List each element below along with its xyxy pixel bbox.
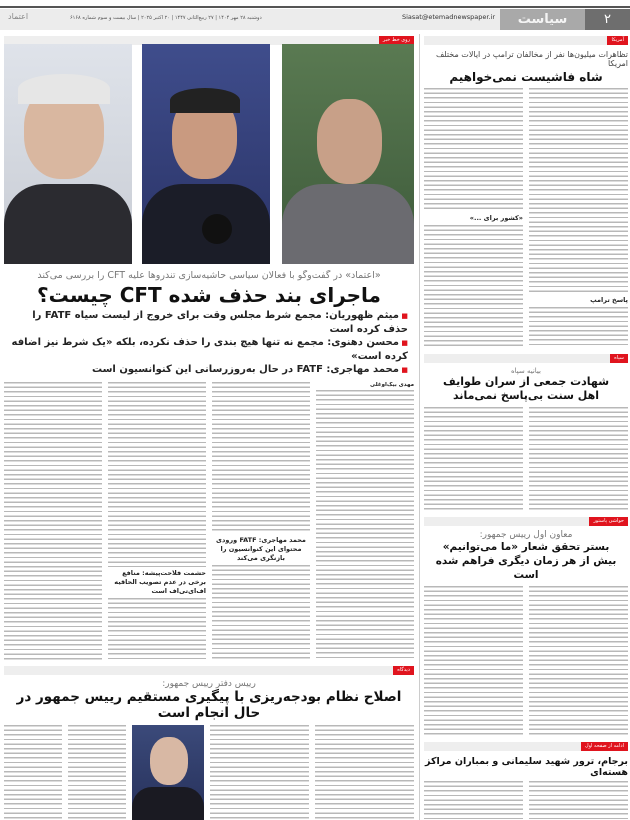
continued-headline: برجام، ترور شهید سلیمانی و بمباران مراکز هسته‌ای <box>425 756 628 778</box>
sepah-headline: شهادت جمعی از سران طوایف اهل سنت بی‌پاسخ نمی‌ماند <box>442 375 610 402</box>
bottom-body <box>4 725 414 820</box>
body-text-column <box>4 725 62 820</box>
photo-mohajeri <box>4 44 132 264</box>
america-tag-bar <box>424 36 628 45</box>
pasteur-body <box>424 586 628 737</box>
body-text-column <box>210 725 309 820</box>
byline: مهدی بیک‌اوغلی <box>370 382 414 388</box>
bottom-story <box>4 666 414 820</box>
main-kicker: «اعتماد» در گفت‌وگو با فعالان سیاسی حاشیه‌سازی تندروها علیه CFT را بررسی می‌کند <box>37 270 381 281</box>
america-subhead-1: «کشور برای ...» <box>469 213 523 222</box>
pasteur-story <box>424 517 628 737</box>
column-divider <box>419 34 420 820</box>
main-story <box>4 270 414 660</box>
bullet-zohourian: ■ میثم ظهوریان: مجمع شرط مجلس وقت برای خروج از لیست سیاه FATF را حذف کرده است <box>10 309 408 336</box>
body-text-column <box>424 407 523 512</box>
page-number: ۲ <box>585 9 630 30</box>
photo-chief-of-staff <box>132 725 204 820</box>
continued-tag: ادامه از صفحه اول <box>581 742 628 751</box>
main-tag: روی خط خبر <box>379 36 414 45</box>
america-body <box>424 88 628 348</box>
continued-tag-bar <box>424 742 628 751</box>
date-line: دوشنبه ۲۸ مهر ۱۴۰۴ | ۲۷ ربیع‌الثانی ۱۴۴۷ | ۲۰ اکتبر ۲۰۲۵ | سال بیست و سوم شماره ۶۱۶۸ <box>70 15 262 21</box>
main-body <box>4 382 414 660</box>
body-text-column <box>68 725 126 820</box>
page-header <box>0 9 630 30</box>
pasteur-headline: بستر تحقق شعار «ما می‌توانیم» بیش از هر زمان دیگری فراهم شده است <box>435 541 617 581</box>
body-text-column <box>316 390 414 660</box>
america-headline: شاه فاشیست نمی‌خواهیم <box>449 70 603 84</box>
body-text-column <box>424 88 523 212</box>
body-text-column <box>108 382 206 567</box>
sepah-tag-bar <box>424 354 628 363</box>
top-rule <box>0 6 630 8</box>
section-title: سیاست <box>500 9 585 30</box>
bullet-mohajeri: ■ محمد مهاجری: FATF در حال به‌روزرسانی این کنوانسیون است <box>10 363 408 377</box>
body-col-1 <box>316 382 414 660</box>
body-text-column <box>424 225 523 349</box>
america-tag: آمریکا <box>607 36 628 45</box>
america-subhead-2: پاسخ ترامپ <box>590 295 628 304</box>
body-col-2 <box>212 382 310 660</box>
pasteur-tag-bar <box>424 517 628 526</box>
body-text-column <box>212 565 310 660</box>
main-headline: ماجرای بند حذف شده CFT چیست؟ <box>37 283 381 307</box>
body-text-column <box>212 382 310 534</box>
continued-body <box>424 781 628 820</box>
subhead-mohajeri: محمد مهاجری: FATF ورودی محتوای این کنوانسیون را بازنگری می‌کند <box>216 536 306 562</box>
sepah-kicker: بیانیه سپاه <box>510 367 541 375</box>
body-text-column <box>108 598 206 660</box>
bullet-dehnavi: ■ محسن دهنوی: مجمع نه تنها هیچ بندی را حذف نکرده، بلکه «یک شرط نیز اضافه کرده است» <box>10 336 408 363</box>
body-text-column <box>424 586 523 737</box>
subhead-falahatpisheh: حشمت فلاحت‌پیشه: منافع برخی در عدم تصویب الحاقیه اف‌ای‌تی‌اف است <box>114 569 206 596</box>
body-text-column <box>529 781 628 820</box>
sepah-tag: سپاه <box>610 354 628 363</box>
bottom-tag-bar <box>4 666 414 675</box>
photo-zohourian <box>282 44 414 264</box>
pasteur-kicker: معاون اول رییس جمهور: <box>479 530 573 540</box>
body-text-column <box>315 725 414 820</box>
newspaper-logo: اعتماد <box>8 12 29 21</box>
bottom-kicker: رییس دفتر رییس جمهور: <box>162 679 256 689</box>
america-story <box>424 36 628 348</box>
body-text-column <box>4 382 102 660</box>
body-text-column <box>529 88 628 294</box>
photo-dehnavi <box>142 44 270 264</box>
body-text-column <box>424 781 523 820</box>
section-email[interactable]: Siasat@etemadnewspaper.ir <box>402 13 495 21</box>
continued-story <box>424 742 628 820</box>
sepah-story <box>424 354 628 512</box>
main-bullets <box>4 309 414 377</box>
body-col-3 <box>108 382 206 660</box>
sepah-body <box>424 407 628 512</box>
pasteur-tag: حواشی پاستور <box>589 517 628 526</box>
body-text-column <box>529 586 628 737</box>
america-kicker: تظاهرات میلیون‌ها نفر از مخالفان ترامپ در ایالات مختلف امریکا <box>435 50 628 68</box>
body-text-column <box>529 307 628 348</box>
bottom-tag: دیدگاه <box>393 666 414 675</box>
body-col-4 <box>4 382 102 660</box>
body-text-column <box>529 407 628 512</box>
bottom-headline: اصلاح نظام بودجه‌ریزی با پیگیری مستقیم رییس جمهور در حال انجام است <box>16 689 402 721</box>
